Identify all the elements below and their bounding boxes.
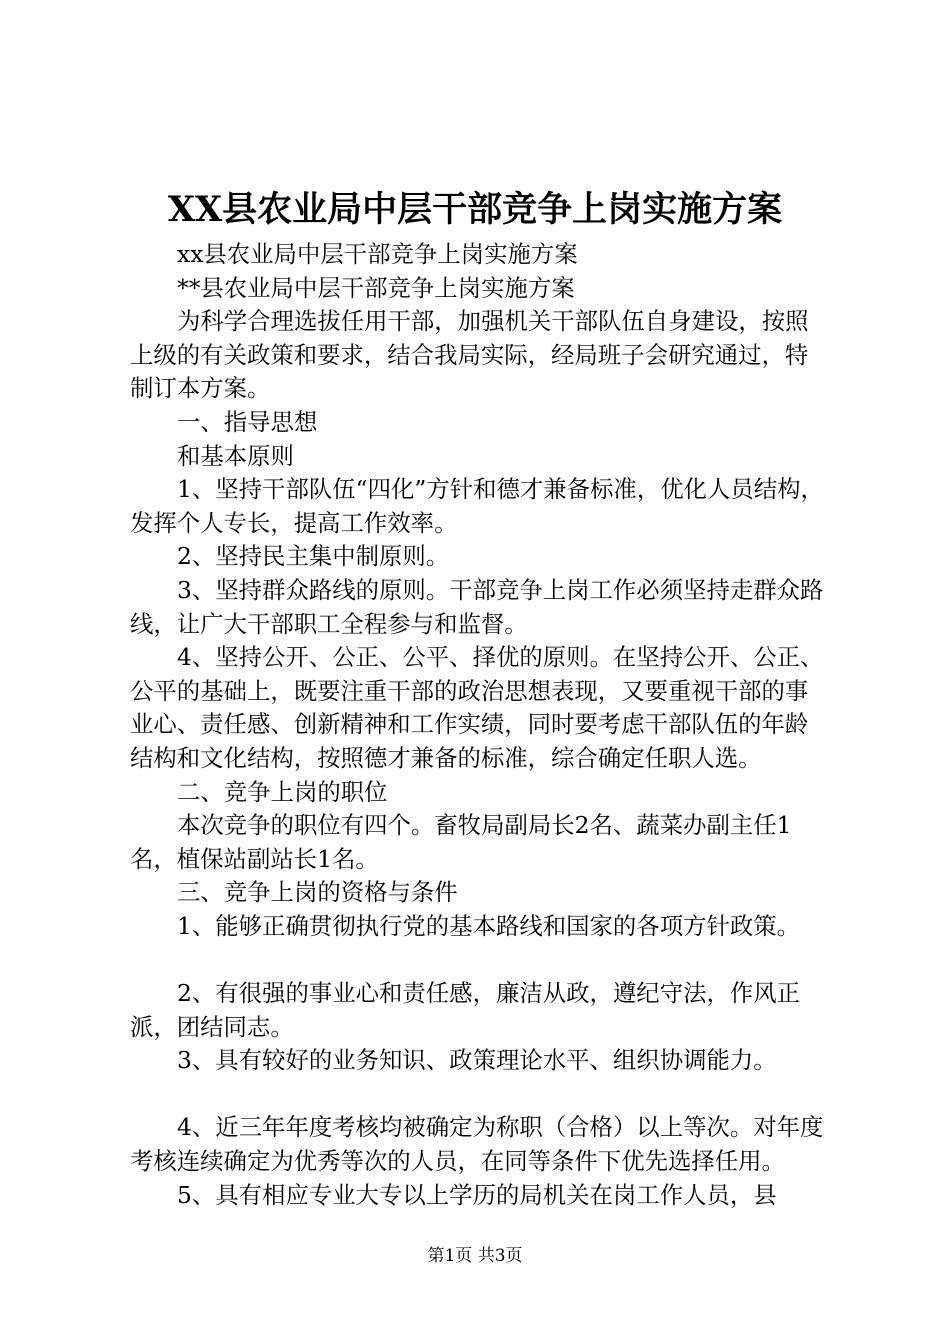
condition-1: 1、能够正确贯彻执行党的基本路线和国家的各项方针政策。 (177, 911, 801, 940)
section-heading-3: 三、竞争上岗的资格与条件 (177, 878, 458, 907)
subtitle-line-2: **县农业局中层干部竞争上岗实施方案 (177, 273, 575, 302)
condition-2: 2、有很强的事业心和责任感，廉洁从政，遵纪守法，作风正派，团结同志。 (130, 979, 801, 1041)
document-title: XX县农业局中层干部竞争上岗实施方案 (167, 189, 783, 230)
principle-3: 3、坚持群众路线的原则。干部竞争上岗工作必须坚持走群众路线，让广大干部职工全程参与和监督。 (130, 575, 824, 638)
subtitle-line-1: xx县农业局中层干部竞争上岗实施方案 (177, 240, 578, 268)
section-heading-2: 二、竞争上岗的职位 (177, 777, 388, 806)
blank-line (130, 1078, 830, 1112)
page-footer: 第1页 共3页 (427, 1246, 523, 1266)
intro-paragraph: 为科学合理选拔任用干部，加强机关干部队伍自身建设，按照上级的有关政策和要求，结合我局实际，经局班子会研究通过，特制订本方案。 (130, 307, 809, 403)
principle-2: 2、坚持民主集中制原则。 (177, 542, 450, 571)
condition-3: 3、具有较好的业务知识、政策理论水平、组织协调能力。 (177, 1046, 777, 1075)
condition-5: 5、具有相应专业大专以上学历的局机关在岗工作人员，县 (177, 1180, 777, 1209)
principle-1: 1、坚持干部队伍“四化”方针和德才兼备标准，优化人员结构，发挥个人专长，提高工作效率。 (130, 475, 824, 537)
document-body (130, 238, 830, 1212)
positions-paragraph: 本次竞争的职位有四个。畜牧局副局长2名、蔬菜办副主任1名，植保站副站长1名。 (130, 811, 792, 873)
condition-4: 4、近三年年度考核均被确定为称职（合格）以上等次。对年度考核连续确定为优秀等次的人员，在同等条件下优先选择任用。 (130, 1113, 824, 1176)
section-heading-1-cont: 和基本原则 (177, 441, 294, 470)
section-heading-1: 一、指导思想 (177, 407, 318, 436)
principle-4: 4、坚持公开、公正、公平、择优的原则。在坚持公开、公正、公平的基础上，既要注重干部的政治思想表现，又要重视干部的事业心、责任感、创新精神和工作实绩，同时要考虑干部队伍的年龄结构和文化结构，按照德才兼备的标准，综合确定任职人选。 (130, 643, 824, 772)
blank-line (130, 943, 830, 977)
